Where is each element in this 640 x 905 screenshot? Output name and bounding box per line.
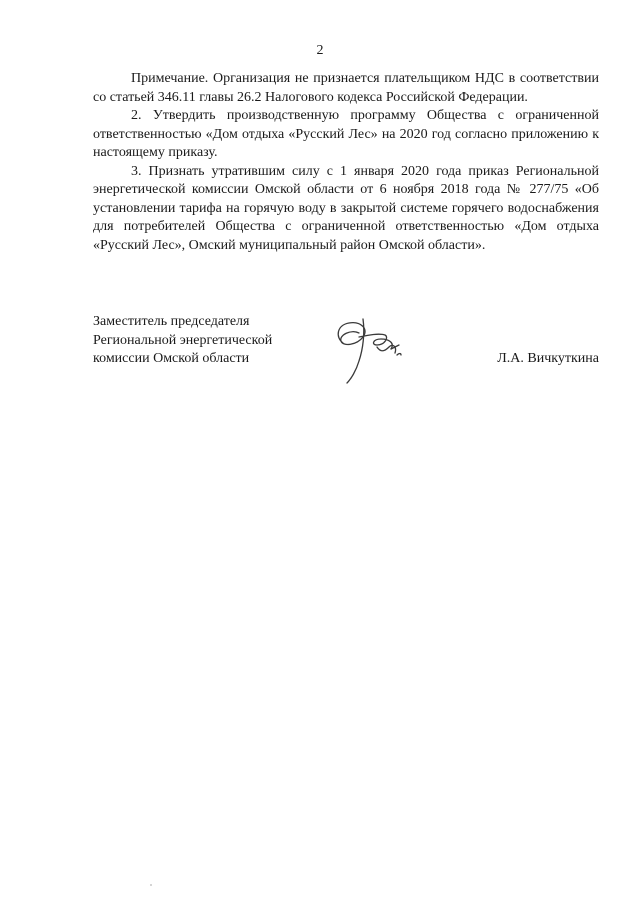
signer-name: Л.А. Вичкуткина <box>497 351 599 366</box>
page-number: 2 <box>316 43 324 58</box>
document-body <box>93 70 599 255</box>
signer-position-line: комиссии Омской области <box>93 351 250 366</box>
scan-speck <box>150 884 152 886</box>
handwritten-signature <box>329 315 409 387</box>
approval-paragraph: 2. Утвердить производственную программу Общества с ограниченной ответственностью «Дом отдыха «Русский Лес» на 2020 год согласно приложению к настоящему приказу. <box>93 108 599 160</box>
signer-position-line: Заместитель председателя <box>93 314 250 329</box>
signer-position <box>93 313 272 369</box>
signature-block <box>93 313 599 383</box>
repeal-paragraph: 3. Признать утратившим силу с 1 января 2020 года приказ Региональной энергетической комиссии Омской области от 6 ноября 2018 года № 277/75 «Об установлении тарифа на горячую воду в закрытой системе горячего водоснабжения для потребителей Общества с ограниченной ответственностью «Дом отдыха «Русский Лес», Омский муниципальный район Омской области». <box>93 163 599 253</box>
note-paragraph: Примечание. Организация не признается плательщиком НДС в соответствии со статьей 346.11 главы 26.2 Налогового кодекса Российской Федерации. <box>93 71 599 105</box>
signer-position-line: Региональной энергетической <box>93 332 273 348</box>
